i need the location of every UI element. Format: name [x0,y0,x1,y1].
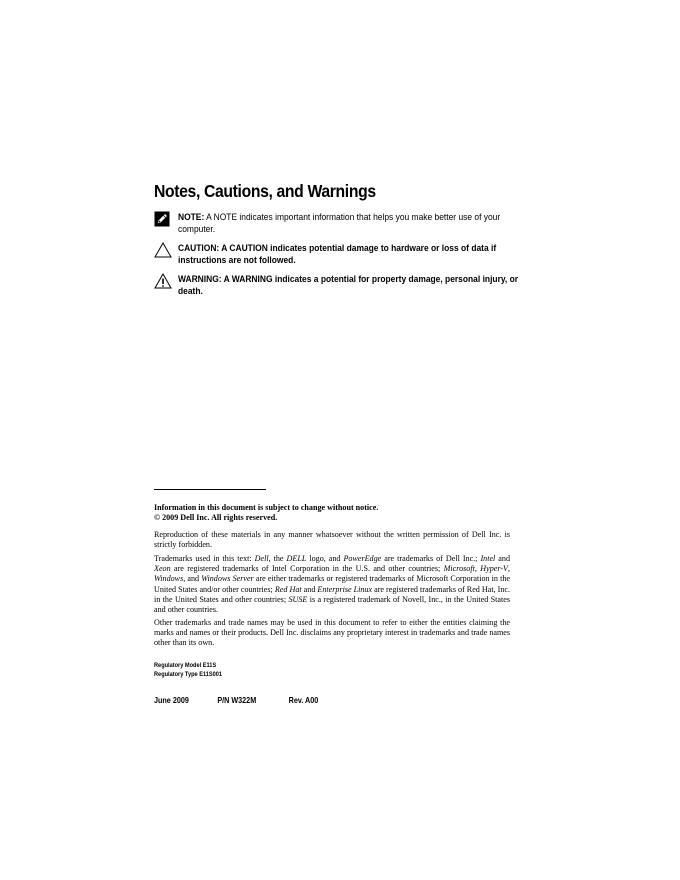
caution-text: A CAUTION indicates potential damage to hardware or loss of data if instructions are not followed. [178,242,497,266]
note-label: NOTE: [178,211,205,222]
tm-dell-logo: DELL [286,554,307,563]
trademarks-notice [154,554,510,615]
regulatory-type: Regulatory Type E11S001 [154,671,223,678]
tm-intel: Intel [480,554,496,563]
tm-text: logo, and [306,554,344,563]
note-text: A NOTE indicates important information that helps you make better use of your computer. [178,211,501,235]
tm-text: are registered trademarks of Red Hat, Inc. in the United States and other countries; [154,584,511,604]
tm-hyperv: Hyper-V [480,564,508,574]
change-notice [154,503,510,523]
warning-triangle-icon [154,273,172,291]
tm-microsoft: Microsoft [443,564,475,574]
tm-text: and [301,584,318,594]
footer-date: June 2009 [154,696,189,705]
tm-text: , the [268,554,287,563]
other-trademarks-notice: Other trademarks and trade names may be used in this document to refer to either the entities claiming the marks and names or their products. Dell Inc. disclaims any proprietary interest in trademarks and trade names other than its own. [154,618,510,648]
warning-text: A WARNING indicates a potential for property damage, personal injury, or death. [178,273,519,297]
tm-suse: SUSE [288,594,308,604]
tm-text: Trademarks used in this text: [154,554,255,563]
warning-label: WARNING: [178,273,224,284]
tm-text: , and [183,574,202,584]
caution-notice [154,242,514,268]
tm-windows-server: Windows Server [201,574,254,584]
copyright-line: © 2009 Dell Inc. All rights reserved. [154,513,278,523]
tm-text: are either trademarks or registered trademarks of Microsoft Corporation in the United States and/or other countries; [154,574,510,594]
tm-poweredge: PowerEdge [343,554,382,563]
regulatory-model: Regulatory Model E11S [154,662,217,669]
caution-triangle-icon [154,242,172,260]
change-notice-line: Information in this document is subject to change without notice. [154,503,379,512]
note-notice [154,211,514,237]
tm-windows: Windows [154,574,184,584]
footer-part-number: P/N W322M [217,696,257,705]
footer-line [154,696,318,705]
tm-text: is a registered trademark of Novell, Inc., in the United States and other countries. [154,594,510,615]
tm-text: and [495,554,510,563]
tm-dell: Dell [254,554,269,563]
tm-text: are registered trademarks of Intel Corporation in the U.S. and other countries; [170,564,444,574]
tm-enterprise-linux: Enterprise Linux [317,584,373,594]
caution-label: CAUTION: [178,242,220,253]
tm-text: , [474,564,481,574]
warning-notice [154,273,519,299]
tm-redhat: Red Hat [274,584,302,594]
footer-revision: Rev. A00 [288,696,319,705]
note-pencil-icon [154,211,172,229]
footnote-divider [154,489,266,490]
page-title: Notes, Cautions, and Warnings [154,181,376,201]
tm-text: , [507,564,511,574]
tm-text: are trademarks of Dell Inc.; [381,554,481,563]
tm-xeon: Xeon [154,564,171,574]
reproduction-notice: Reproduction of these materials in any manner whatsoever without the written permission of Dell Inc. is strictly forbidden. [154,530,510,550]
